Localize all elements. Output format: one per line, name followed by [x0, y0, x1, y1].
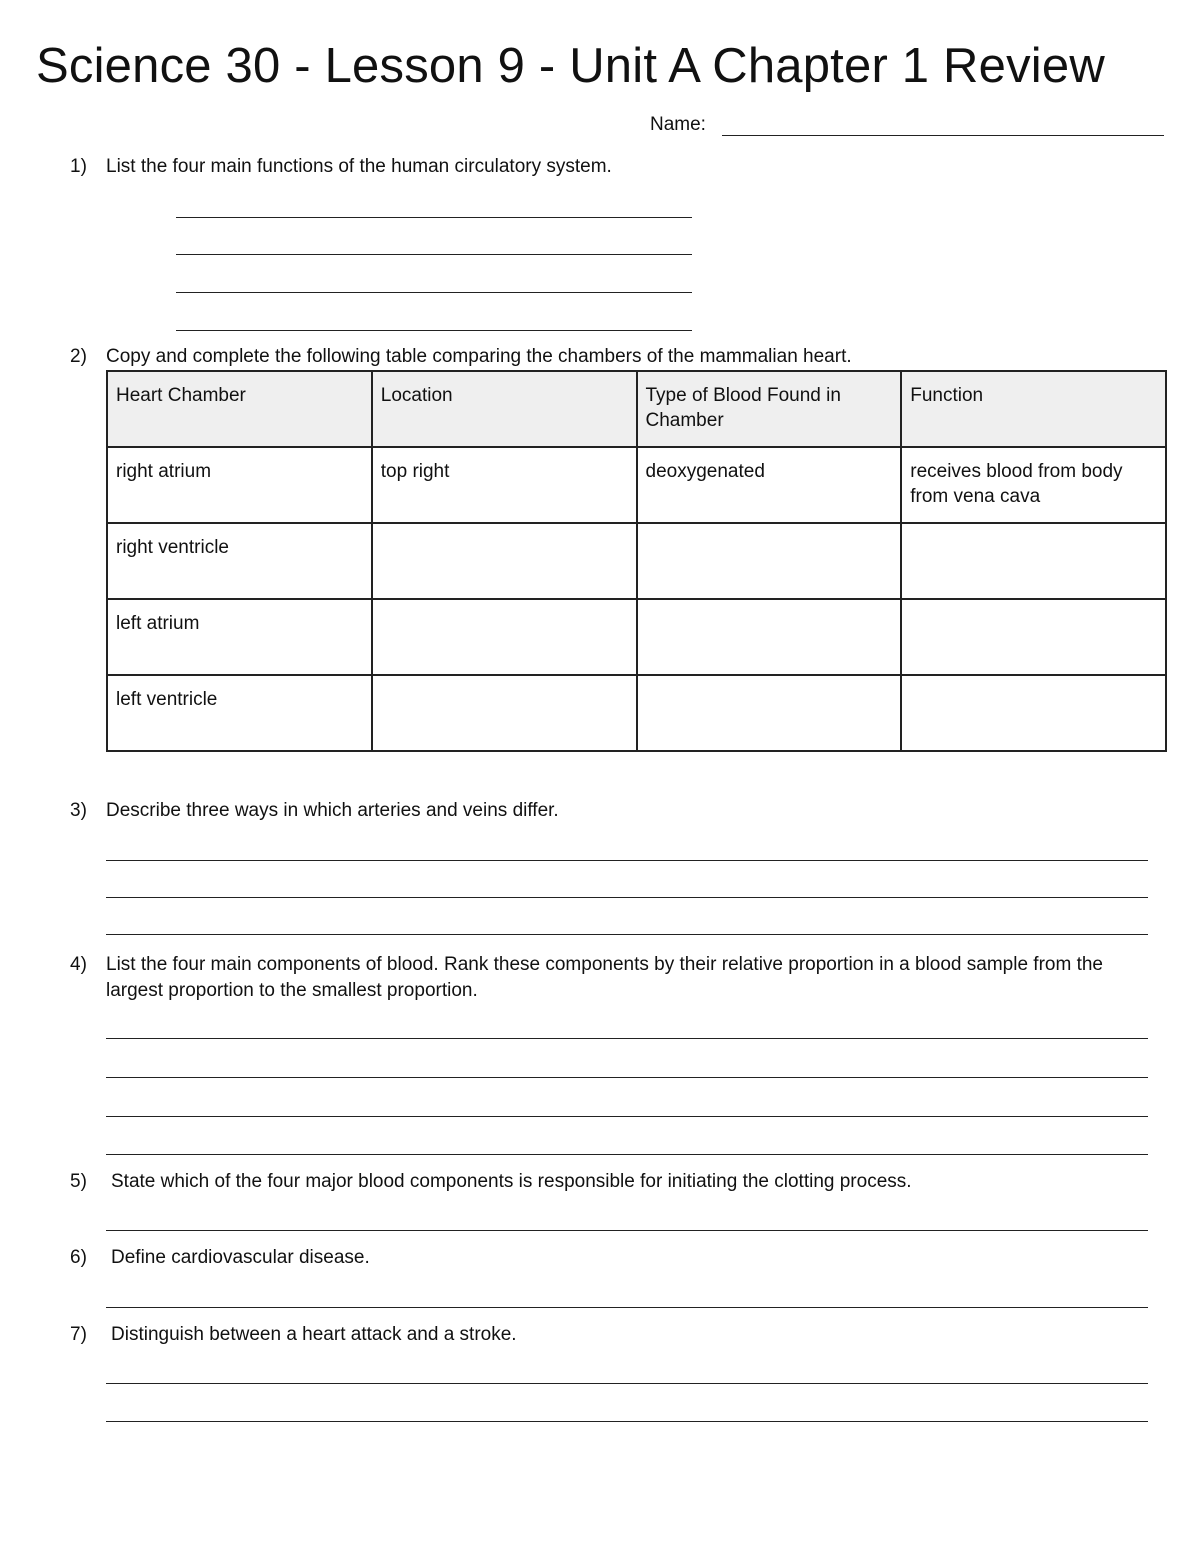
table-row [107, 447, 1166, 523]
table-cell: right ventricle [107, 523, 372, 599]
table-cell-answer[interactable] [901, 523, 1166, 599]
table-cell-answer[interactable] [637, 599, 902, 675]
answer-line[interactable] [176, 217, 692, 218]
table-row [107, 523, 1166, 599]
table-cell-answer[interactable] [901, 599, 1166, 675]
answer-line[interactable] [106, 1154, 1148, 1155]
answer-line[interactable] [106, 1383, 1148, 1384]
answer-line[interactable] [106, 897, 1148, 898]
question-number: 6) [70, 1247, 87, 1268]
table-cell-answer[interactable] [901, 675, 1166, 751]
answer-line[interactable] [176, 330, 692, 331]
question-text: State which of the four major blood components is responsible for initiating the clotting process. [111, 1171, 912, 1192]
name-label: Name: [650, 114, 706, 135]
question-number: 7) [70, 1324, 87, 1345]
header-location: Location [372, 371, 637, 447]
answer-line[interactable] [106, 860, 1148, 861]
answer-line[interactable] [106, 1307, 1148, 1308]
table-cell-answer[interactable] [637, 675, 902, 751]
page-title: Science 30 - Lesson 9 - Unit A Chapter 1 Review [36, 39, 1105, 93]
answer-line[interactable] [176, 292, 692, 293]
question-text: List the four main functions of the human circulatory system. [106, 156, 612, 177]
question-text: Distinguish between a heart attack and a stroke. [111, 1324, 517, 1345]
table-row [107, 675, 1166, 751]
name-field [650, 114, 1164, 138]
header-function: Function [901, 371, 1166, 447]
question-number: 1) [70, 156, 87, 177]
question-text: Copy and complete the following table comparing the chambers of the mammalian heart. [106, 346, 852, 367]
question-number: 4) [70, 954, 87, 975]
table-cell: top right [372, 447, 637, 523]
name-answer-line[interactable] [722, 135, 1164, 136]
table-cell: right atrium [107, 447, 372, 523]
answer-line[interactable] [106, 1230, 1148, 1231]
table-cell: left atrium [107, 599, 372, 675]
table-cell-answer[interactable] [372, 523, 637, 599]
answer-line[interactable] [106, 934, 1148, 935]
table-cell: receives blood from body from vena cava [901, 447, 1166, 523]
header-blood-type: Type of Blood Found in Chamber [637, 371, 902, 447]
table-header-row [107, 371, 1166, 447]
question-text: Define cardiovascular disease. [111, 1247, 370, 1268]
table-cell: deoxygenated [637, 447, 902, 523]
question-text: List the four main components of blood. Rank these components by their relative proportion in a blood sample from the largest proportion to the smallest proportion. [106, 954, 1103, 1001]
header-heart-chamber: Heart Chamber [107, 371, 372, 447]
table-row [107, 599, 1166, 675]
answer-line[interactable] [106, 1421, 1148, 1422]
answer-line[interactable] [106, 1077, 1148, 1078]
table-cell-answer[interactable] [372, 599, 637, 675]
question-number: 3) [70, 800, 87, 821]
question-text: Describe three ways in which arteries and veins differ. [106, 800, 559, 821]
question-number: 5) [70, 1171, 87, 1192]
heart-chamber-table [106, 370, 1167, 752]
table-cell-answer[interactable] [372, 675, 637, 751]
answer-line[interactable] [106, 1038, 1148, 1039]
answer-line[interactable] [176, 254, 692, 255]
table-cell-answer[interactable] [637, 523, 902, 599]
answer-line[interactable] [106, 1116, 1148, 1117]
table-cell: left ventricle [107, 675, 372, 751]
question-number: 2) [70, 346, 87, 367]
